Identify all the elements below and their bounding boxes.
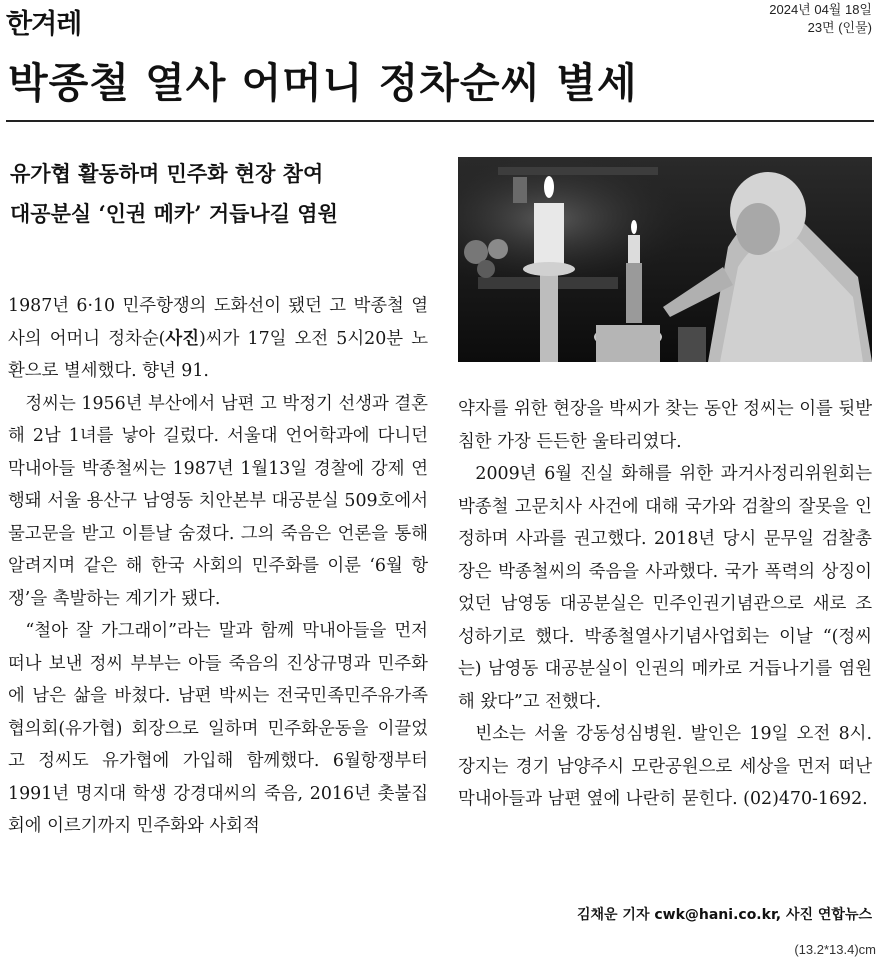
subheadline-1: 유가협 활동하며 민주화 현장 참여 [10,161,324,186]
subheadlines [10,154,440,234]
paragraph-1 [8,290,428,388]
news-photo [458,157,872,362]
issue-date: 2024년 04월 18일 [769,2,872,17]
headline-rule [6,120,874,122]
paragraph-6: 빈소는 서울 강동성심병원. 발인은 19일 오전 8시. 장지는 경기 남양주시 모란공원으로 세상을 먼저 떠난 막내아들과 남편 옆에 나란히 묻힌다. (02)470-1692. [458,724,872,809]
article-column-right [458,393,872,816]
article-column-left [8,290,428,843]
paragraph-5: 2009년 6월 진실 화해를 위한 과거사정리위원회는 박종철 고문치사 사건에 대해 국가와 검찰의 잘못을 인정하며 사과를 권고했다. 2018년 당시 문무일 검찰총장은 박종철씨의 죽음을 사과했다. 국가 폭력의 상징이었던 남영동 대공분실은 민주인권기념관으로 새로 조성하기로 했다. 박종철열사기념사업회는 이날 “(정씨는) 남영동 대공분실이 인권의 메카로 거듭나기를 염원해 왔다”고 전했다. [458,464,872,712]
paragraph-3: “철아 잘 가그래이”라는 말과 함께 막내아들을 먼저 떠나 보낸 정씨 부부는 아들 죽음의 진상규명과 민주화에 남은 삶을 바쳤다. 남편 박씨는 전국민족민주유가족협의회(유가협) 회장으로 일하며 민주화운동을 이끌었고 정씨도 유가협에 가입해 함께했다. 6월항쟁부터 1991년 명지대 학생 강경대씨의 죽음, 2016년 촛불집회에 이르기까지 민주화와 사회적 [8,621,428,836]
byline: 김채운 기자 cwk@hani.co.kr, 사진 연합뉴스 [576,907,872,923]
paragraph-4: 약자를 위한 현장을 박씨가 찾는 동안 정씨는 이를 뒷받침한 가장 든든한 울타리였다. [458,399,872,452]
masthead-logo: 한겨레 [6,9,82,40]
paragraph-1-text-a: 1987년 6·10 민주항쟁의 도화선이 됐던 고 박종철 열사의 어머니 정차순( [8,296,428,349]
page-section: 23면 (인물) [807,20,872,35]
clipping-size: (13.2*13.4)cm [794,942,876,957]
paragraph-2: 정씨는 1956년 부산에서 남편 고 박정기 선생과 결혼해 2남 1녀를 낳아 길렀다. 서울대 언어학과에 다니던 막내아들 박종철씨는 1987년 1월13일 경찰에 강제 연행돼 서울 용산구 남영동 치안본부 대공분실 509호에서 물고문을 받고 이튿날 숨졌다. 그의 죽음은 언론을 통해 알려지며 같은 해 한국 사회의 민주화를 이룬 ‘6월 항쟁’을 촉발하는 계기가 됐다. [8,393,428,609]
headline: 박종철 열사 어머니 정차순씨 별세 [8,59,638,107]
subheadline-2: 대공분실 ‘인권 메카’ 거듭나길 염원 [10,201,338,226]
paragraph-1-text-b: )씨가 17일 오전 5시20분 노환으로 별세했다. 향년 91. [8,328,428,381]
issue-meta [769,1,872,37]
photo-reference: 사진 [165,328,200,349]
photo-illustration [458,157,872,362]
